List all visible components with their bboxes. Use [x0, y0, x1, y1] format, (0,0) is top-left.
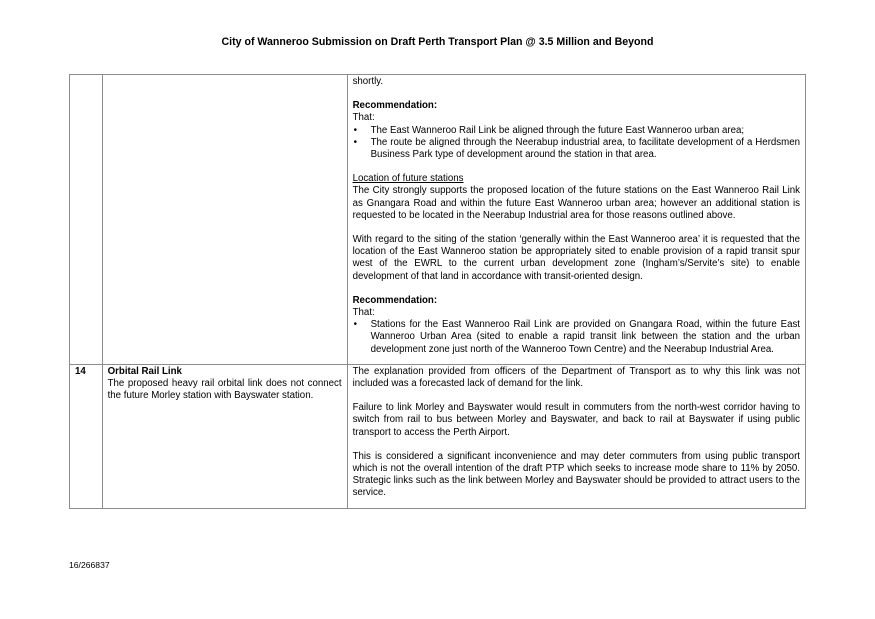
comment-cell: [347, 364, 805, 508]
bullet-icon: •: [353, 136, 357, 148]
issue-description: The proposed heavy rail orbital link does not connect the future Morley station with Bayswater station.: [107, 378, 342, 402]
table-row-14: [70, 364, 806, 508]
issue-cell: [102, 364, 347, 508]
recommendation-intro: That:: [352, 112, 375, 124]
recommendation-heading: Recommendation:: [352, 100, 438, 112]
document-reference: 16/266837: [69, 560, 110, 570]
paragraph: The City strongly supports the proposed location of the future stations on the East Wanneroo Rail Link as Gnangara Road and within the future East Wanneroo urban area; however an additional station is requested to be located in the Neerabup Industrial area for those reasons outlined above.: [352, 185, 800, 221]
item-number-cell: 14: [70, 364, 103, 508]
list-item: • Stations for the East Wanneroo Rail Link are provided on Gnangara Road, within the future East Wanneroo Urban Area (sited to enable a rapid transit link between the station and the urban development zone just north of the Wanneroo Town Centre) and the Neerabup Industrial Area.: [353, 319, 800, 355]
issue-title: Orbital Rail Link: [107, 365, 182, 377]
bullet-icon: •: [353, 319, 357, 331]
list-item: • The East Wanneroo Rail Link be aligned through the future East Wanneroo urban area;: [353, 124, 745, 136]
comment-cell: [347, 75, 805, 365]
recommendation-list: [353, 319, 800, 356]
recommendation-heading: Recommendation:: [352, 294, 438, 306]
item-number-cell: [70, 75, 103, 365]
paragraph: This is considered a significant inconvenience and may deter commuters from using public transport which is not the overall intention of the draft PTP which seeks to increase mode share to 11% by 2050. Strategic links such as the link between Morley and Bayswater should be provided to attract users to the service.: [352, 450, 800, 499]
paragraph: The explanation provided from officers of the Department of Transport as to why this link was not included was a forecasted lack of demand for the link.: [352, 365, 800, 390]
paragraph: With regard to the siting of the station ‘generally within the East Wanneroo area’ it is requested that the location of the East Wanneroo station be appropriately sited to enable provision of a rapid transit spur west of the EWRL to the current urban development zone (Ingham’s/Servite’s site) to enable development of that land in accordance with transit-oriented design.: [352, 234, 800, 282]
submission-table: [69, 74, 806, 509]
continued-text: shortly.: [352, 76, 384, 87]
section-subheading: Location of future stations: [352, 173, 464, 185]
recommendation-list: [353, 125, 800, 162]
document-title: City of Wanneroo Submission on Draft Perth Transport Plan @ 3.5 Million and Beyond: [221, 36, 654, 48]
paragraph: Failure to link Morley and Bayswater would result in commuters from the north-west corridor having to switch from rail to bus between Morley and Bayswater, and back to rail at Bayswater if using public transport to access the Perth Airport.: [352, 402, 800, 438]
table-row-continued: [70, 75, 806, 365]
list-item: • The route be aligned through the Neerabup industrial area, to facilitate development of a Herdsmen Business Park type of development around the station in that area.: [353, 136, 800, 161]
issue-cell: [102, 75, 347, 365]
bullet-icon: •: [353, 124, 357, 136]
recommendation-intro: That:: [352, 307, 375, 319]
